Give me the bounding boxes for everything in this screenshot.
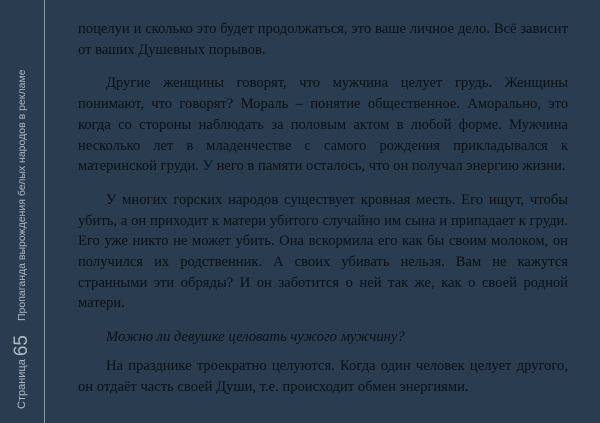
book-title: Пропаганда вырождения белых народов в рекламе (16, 69, 28, 321)
sidebar (0, 0, 44, 423)
page-label: Страница (16, 359, 28, 409)
paragraph: На празднике троекратно целуются. Когда один человек целует другого, он отдаёт часть своей Души, т.е. происходит обмен энергиями. (78, 357, 568, 395)
page-number: 65 (11, 335, 32, 357)
page-body (78, 0, 568, 397)
italic-question: Можно ли девушке целовать чужого мужчину? (106, 329, 405, 346)
paragraph-continuation: поцелуи и сколько это будет продолжаться, это ваше личное дело. Всё зависит от ваших Душевных порывов. (78, 21, 568, 58)
paragraph: Другие женщины говорят, что мужчина целует грудь. Женщины понимают, что говорят? Мораль – понятие общественное. Аморально, это когда со стороны наблюдать за половым актом в любой форме. Мужчина несколько лет в младенчестве с самого рождения прикладывался к материнской груди. У него в памяти осталось, что он получал энергию жизни. (78, 75, 568, 175)
sidebar-divider (44, 0, 45, 423)
sidebar-vertical-text (0, 0, 44, 423)
paragraph: У многих горских народов существует кровная месть. Его ищут, чтобы убить, а он приходит к матери убитого случайно им сына и припадает к груди. Его уже никто не может убить. Она вскормила его как бы своим молоком, он получился их родственник. А своих убивать нельзя. Вам не кажутся странными эти обряды? И он заботится о ней так же, как о своей родной матери. (78, 191, 568, 312)
